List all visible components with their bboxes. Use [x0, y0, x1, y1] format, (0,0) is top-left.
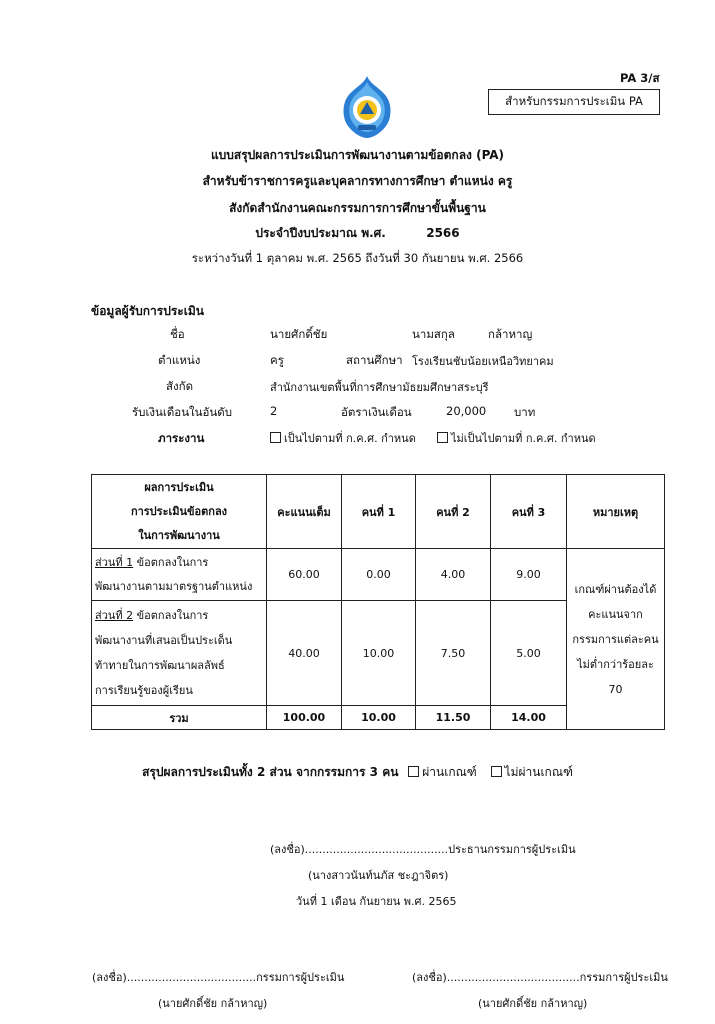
committee-left-signature-line: (ลงชื่อ).....................................กรรมการผู้ประเมิน [92, 971, 345, 984]
table-row [92, 549, 665, 601]
pass-option[interactable]: ผ่านเกณฑ์ [408, 765, 476, 779]
affiliation-value: สำนักงานเขตพื้นที่การศึกษามัธยมศึกษาสระบุรี [270, 381, 489, 394]
part-2-committee-1: 10.00 [342, 601, 416, 706]
summary-line [0, 763, 715, 782]
fiscal-year-label: ประจำปีงบประมาณ พ.ศ. [255, 226, 386, 240]
position-value: ครู [270, 353, 284, 367]
name-label: ชื่อ [170, 327, 185, 341]
committee-right-name: (นายศักดิ์ชัย กล้าหาญ) [478, 997, 588, 1010]
part-2-committee-3: 5.00 [491, 601, 567, 706]
part-1-committee-3: 9.00 [491, 549, 567, 601]
total-committee-1: 10.00 [342, 706, 416, 730]
committee-left-name: (นายศักดิ์ชัย กล้าหาญ) [158, 997, 268, 1010]
workload-option-compliant[interactable]: เป็นไปตามที่ ก.ค.ศ. กำหนด [270, 429, 416, 447]
committee-right-signature-line: (ลงชื่อ)......................................กรรมการผู้ประเมิน [412, 971, 668, 984]
chair-signature-line: (ลงชื่อ).........................................ประธานกรรมการผู้ประเมิน [270, 843, 576, 856]
header-full-score: คะแนนเต็ม [267, 475, 342, 549]
total-full-score: 100.00 [267, 706, 342, 730]
form-code: PA 3/ส [620, 71, 660, 85]
salary-rate-value: 20,000 [446, 404, 487, 418]
heading-line-1: แบบสรุปผลการประเมินการพัฒนางานตามข้อตกลง (PA) [210, 148, 505, 162]
header-committee-1: คนที่ 1 [342, 475, 416, 549]
heading-line-4 [0, 224, 715, 243]
part-2-full-score: 40.00 [267, 601, 342, 706]
part-1-full-score: 60.00 [267, 549, 342, 601]
header-note: หมายเหตุ [567, 475, 665, 549]
header-committee-2: คนที่ 2 [416, 475, 491, 549]
school-label: สถานศึกษา [346, 353, 403, 367]
salary-rate-label: อัตราเงินเดือน [341, 405, 412, 419]
heading-line-3: สังกัดสำนักงานคณะกรรมการการศึกษาขั้นพื้นฐาน [229, 201, 486, 215]
header-evaluation-topic: ผลการประเมิน การประเมินข้อตกลง ในการพัฒนางาน [92, 475, 267, 549]
committee-label-box [488, 89, 660, 115]
currency-label: บาท [514, 405, 536, 419]
fiscal-year-value: 2566 [426, 226, 460, 240]
committee-label: สำหรับกรรมการประเมิน PA [505, 94, 643, 108]
school-value: โรงเรียนชับน้อยเหนือวิทยาคม [412, 355, 554, 368]
part-2-committee-2: 7.50 [416, 601, 491, 706]
evaluatee-section-title: ข้อมูลผู้รับการประเมิน [91, 304, 204, 318]
workload-label: ภาระงาน [158, 431, 205, 445]
name-value: นายศักดิ์ชัย [270, 327, 328, 341]
salary-level-label: รับเงินเดือนในอันดับ [132, 405, 233, 419]
workload-option-noncompliant[interactable]: ไม่เป็นไปตามที่ ก.ค.ศ. กำหนด [437, 429, 596, 447]
chair-sign-date: วันที่ 1 เดือน กันยายน พ.ศ. 2565 [296, 895, 457, 908]
total-label: รวม [92, 706, 267, 730]
total-committee-3: 14.00 [491, 706, 567, 730]
checkbox-icon[interactable] [408, 766, 419, 777]
chair-name: (นางสาวนันท์นภัส ชะฎาจิตร) [308, 869, 449, 882]
part-1-description: ส่วนที่ 1 ข้อตกลงในการ พัฒนางานตามมาตรฐานตำแหน่ง [92, 549, 267, 601]
ministry-emblem-logo [340, 74, 394, 140]
table-header-row [92, 475, 665, 549]
part-1-committee-2: 4.00 [416, 549, 491, 601]
checkbox-icon[interactable] [270, 432, 281, 443]
heading-line-2: สำหรับข้าราชการครูและบุคลากรทางการศึกษา ตำแหน่ง ครู [202, 174, 513, 188]
summary-text: สรุปผลการประเมินทั้ง 2 ส่วน จากกรรมการ 3 คน [142, 765, 399, 779]
total-committee-2: 11.50 [416, 706, 491, 730]
affiliation-label: สังกัด [166, 379, 194, 393]
surname-label: นามสกุล [412, 327, 455, 341]
checkbox-icon[interactable] [437, 432, 448, 443]
surname-value: กล้าหาญ [488, 327, 533, 341]
header-committee-3: คนที่ 3 [491, 475, 567, 549]
score-table [91, 474, 665, 730]
part-2-description: ส่วนที่ 2 ข้อตกลงในการ พัฒนางานที่เสนอเป็นประเด็น ท้าทายในการพัฒนาผลลัพธ์ การเรียนรู้ของผู้เรียน [92, 601, 267, 706]
evaluation-period: ระหว่างวันที่ 1 ตุลาคม พ.ศ. 2565 ถึงวันที่ 30 กันยายน พ.ศ. 2566 [191, 251, 524, 265]
position-label: ตำแหน่ง [158, 353, 201, 367]
pass-criteria-note: เกณฑ์ผ่านต้องได้ คะแนนจาก กรรมการแต่ละคน ไม่ต่ำกว่าร้อยละ 70 [567, 549, 665, 730]
checkbox-icon[interactable] [491, 766, 502, 777]
part-1-committee-1: 0.00 [342, 549, 416, 601]
fail-option[interactable]: ไม่ผ่านเกณฑ์ [491, 765, 573, 779]
salary-level-value: 2 [270, 404, 278, 418]
